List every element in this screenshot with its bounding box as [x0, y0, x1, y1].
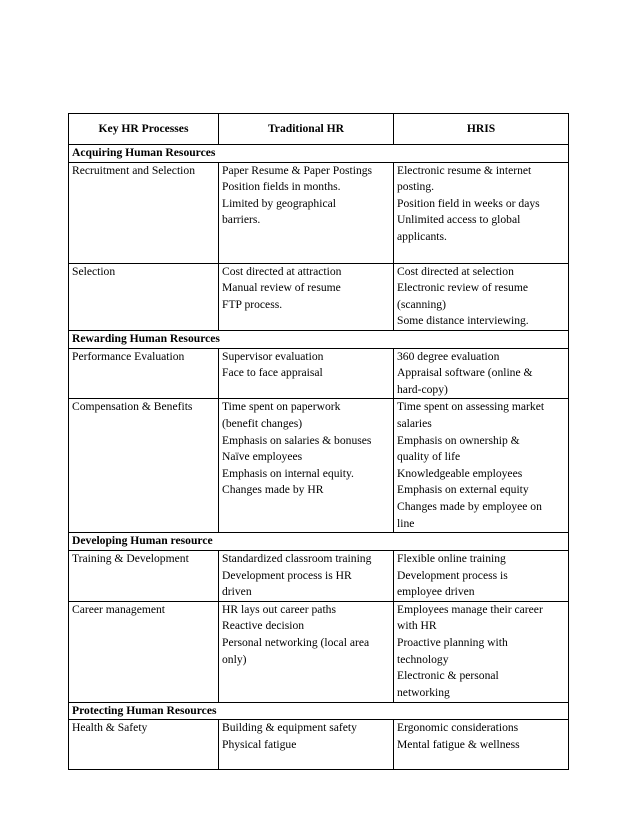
- hris-line: Cost directed at selection: [397, 264, 514, 278]
- traditional-line: Naïve employees: [222, 450, 303, 464]
- traditional-line: FTP process.: [222, 297, 283, 311]
- hris-line: salaries: [397, 416, 432, 430]
- hris-line: applicants.: [397, 229, 447, 243]
- section-title: Acquiring Human Resources: [69, 145, 569, 163]
- hris-cell: [394, 601, 569, 702]
- section-row: [69, 533, 569, 551]
- hris-line: posting.: [397, 180, 435, 194]
- table-row: [69, 720, 569, 770]
- header-traditional-hr: Traditional HR: [219, 114, 394, 145]
- hris-line: Electronic & personal: [397, 669, 499, 683]
- process-cell: Selection: [69, 263, 219, 330]
- hris-line: Emphasis on ownership &: [397, 433, 520, 447]
- traditional-line: Time spent on paperwork: [222, 400, 341, 414]
- traditional-line: only): [222, 652, 247, 666]
- traditional-line: HR lays out career paths: [222, 602, 336, 616]
- hris-line: Knowledgeable employees: [397, 466, 523, 480]
- table-row: [69, 601, 569, 702]
- hris-cell: [394, 720, 569, 770]
- traditional-line: Paper Resume & Paper Postings: [222, 163, 373, 177]
- traditional-line: Physical fatigue: [222, 737, 297, 751]
- traditional-line: barriers.: [222, 213, 261, 227]
- hris-line: technology: [397, 652, 449, 666]
- hr-comparison-table: [68, 113, 569, 770]
- hris-cell: [394, 348, 569, 399]
- traditional-cell: [219, 720, 394, 770]
- traditional-line: Emphasis on internal equity.: [222, 466, 354, 480]
- traditional-line: Reactive decision: [222, 619, 305, 633]
- traditional-cell: [219, 348, 394, 399]
- traditional-cell: [219, 162, 394, 263]
- hris-line: networking: [397, 685, 450, 699]
- traditional-line: Cost directed at attraction: [222, 264, 342, 278]
- section-row: [69, 330, 569, 348]
- traditional-line: Development process is HR: [222, 568, 352, 582]
- hris-line: 360 degree evaluation: [397, 349, 500, 363]
- traditional-line: Limited by geographical: [222, 196, 336, 210]
- traditional-cell: [219, 263, 394, 330]
- hris-line: Unlimited access to global: [397, 213, 521, 227]
- hris-line: hard-copy): [397, 382, 448, 396]
- traditional-cell: [219, 550, 394, 601]
- hris-line: Development process is: [397, 568, 508, 582]
- process-cell: Performance Evaluation: [69, 348, 219, 399]
- hris-cell: [394, 162, 569, 263]
- hris-line: Some distance interviewing.: [397, 314, 529, 328]
- hris-line: Flexible online training: [397, 551, 506, 565]
- table-row: [69, 550, 569, 601]
- hris-line: with HR: [397, 619, 437, 633]
- traditional-line: (benefit changes): [222, 416, 303, 430]
- traditional-line: Personal networking (local area: [222, 635, 370, 649]
- hris-line: Position field in weeks or days: [397, 196, 540, 210]
- table-row: [69, 263, 569, 330]
- hris-line: Electronic resume & internet: [397, 163, 532, 177]
- process-cell: Career management: [69, 601, 219, 702]
- hris-line: quality of life: [397, 450, 461, 464]
- hris-line: Changes made by employee on: [397, 499, 542, 513]
- traditional-line: Face to face appraisal: [222, 366, 323, 380]
- hris-cell: [394, 263, 569, 330]
- traditional-line: Emphasis on salaries & bonuses: [222, 433, 372, 447]
- traditional-line: Supervisor evaluation: [222, 349, 324, 363]
- process-cell: Compensation & Benefits: [69, 399, 219, 533]
- hris-line: Employees manage their career: [397, 602, 543, 616]
- hris-line: (scanning): [397, 297, 446, 311]
- traditional-cell: [219, 399, 394, 533]
- traditional-cell: [219, 601, 394, 702]
- table-body: [69, 145, 569, 770]
- process-cell: Health & Safety: [69, 720, 219, 770]
- traditional-line: Standardized classroom training: [222, 551, 372, 565]
- hris-cell: [394, 399, 569, 533]
- table-row: [69, 399, 569, 533]
- process-cell: Training & Development: [69, 550, 219, 601]
- section-title: Protecting Human Resources: [69, 702, 569, 720]
- section-row: [69, 702, 569, 720]
- hris-line: Mental fatigue & wellness: [397, 737, 520, 751]
- hris-line: Time spent on assessing market: [397, 400, 545, 414]
- section-title: Rewarding Human Resources: [69, 330, 569, 348]
- hris-cell: [394, 550, 569, 601]
- hris-line: Emphasis on external equity: [397, 483, 529, 497]
- hris-line: Ergonomic considerations: [397, 721, 519, 735]
- table-header: [69, 114, 569, 145]
- traditional-line: Manual review of resume: [222, 281, 341, 295]
- table-row: [69, 162, 569, 263]
- hris-line: Proactive planning with: [397, 635, 508, 649]
- header-hris: HRIS: [394, 114, 569, 145]
- traditional-line: driven: [222, 585, 252, 599]
- hris-line: employee driven: [397, 585, 475, 599]
- hris-line: line: [397, 516, 415, 530]
- header-row: [69, 114, 569, 145]
- table-row: [69, 348, 569, 399]
- hris-line: Appraisal software (online &: [397, 366, 533, 380]
- traditional-line: Building & equipment safety: [222, 721, 357, 735]
- traditional-line: Position fields in months.: [222, 180, 341, 194]
- header-key-hr-processes: Key HR Processes: [69, 114, 219, 145]
- traditional-line: Changes made by HR: [222, 483, 324, 497]
- process-cell: Recruitment and Selection: [69, 162, 219, 263]
- hris-line: Electronic review of resume: [397, 281, 529, 295]
- section-row: [69, 145, 569, 163]
- section-title: Developing Human resource: [69, 533, 569, 551]
